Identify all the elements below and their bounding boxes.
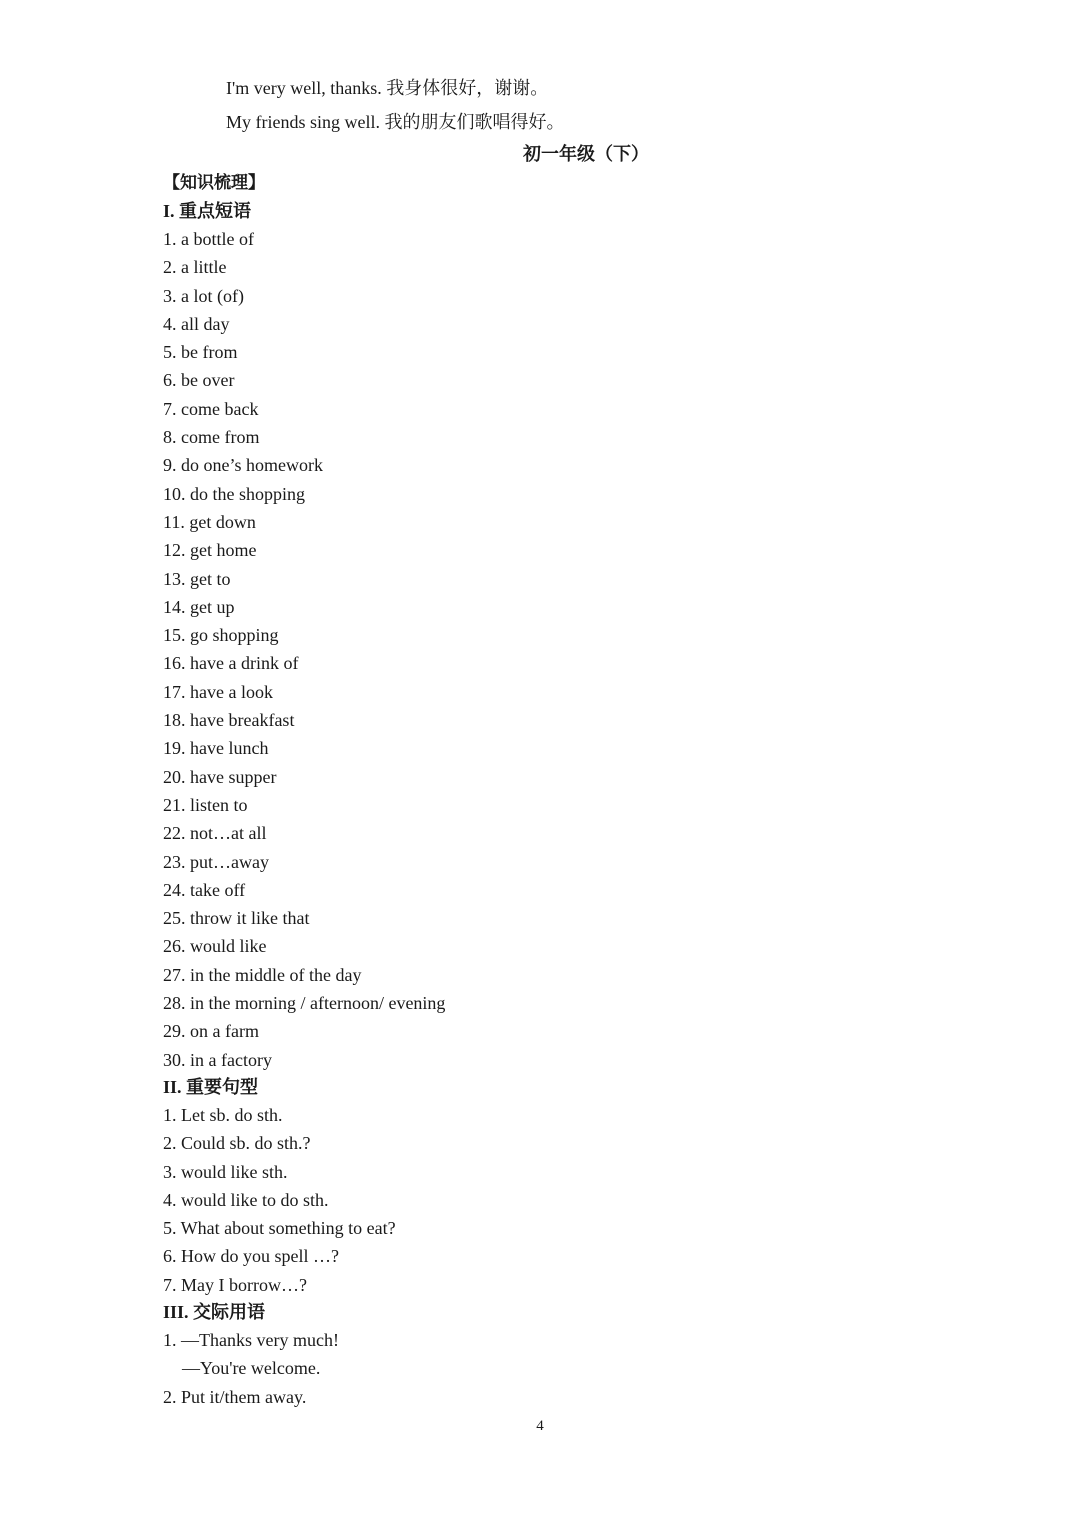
list-item: 27. in the middle of the day bbox=[163, 964, 362, 985]
list-item: 5. be from bbox=[163, 342, 238, 363]
list-item: 2. Put it/them away. bbox=[163, 1386, 307, 1407]
list-item: 15. go shopping bbox=[163, 625, 279, 646]
list-item: 11. get down bbox=[163, 511, 256, 532]
list-item: 20. have supper bbox=[163, 766, 277, 787]
list-item: —You're welcome. bbox=[182, 1358, 321, 1379]
list-item: 22. not…at all bbox=[163, 823, 267, 844]
phrase-list bbox=[163, 225, 445, 1074]
list-item: 26. would like bbox=[163, 936, 267, 957]
intro-example-2: My friends sing well. 我的朋友们歌唱得好。 bbox=[226, 112, 565, 132]
list-item: 17. have a look bbox=[163, 681, 273, 702]
intro-example-1: I'm very well, thanks. 我身体很好，谢谢。 bbox=[226, 78, 549, 98]
content-body bbox=[163, 198, 445, 1411]
list-item: 3. would like sth. bbox=[163, 1161, 288, 1182]
list-item: 7. come back bbox=[163, 398, 259, 419]
list-item: 18. have breakfast bbox=[163, 710, 295, 731]
list-item: 8. come from bbox=[163, 427, 260, 448]
list-item: 3. a lot (of) bbox=[163, 285, 244, 306]
list-item: 5. What about something to eat? bbox=[163, 1218, 396, 1239]
list-item: 12. get home bbox=[163, 540, 257, 561]
sentence-pattern-list bbox=[163, 1101, 445, 1299]
list-item: 2. a little bbox=[163, 257, 227, 278]
list-item: 29. on a farm bbox=[163, 1021, 259, 1042]
list-item: 1. Let sb. do sth. bbox=[163, 1104, 283, 1125]
list-item: 14. get up bbox=[163, 596, 235, 617]
list-item: 9. do one’s homework bbox=[163, 455, 323, 476]
list-item: 4. would like to do sth. bbox=[163, 1189, 329, 1210]
list-item: 13. get to bbox=[163, 568, 231, 589]
knowledge-heading: 【知识梳理】 bbox=[163, 173, 265, 192]
list-item: 10. do the shopping bbox=[163, 483, 305, 504]
list-item: 30. in a factory bbox=[163, 1049, 272, 1070]
page-number: 4 bbox=[536, 1418, 544, 1434]
list-item: 24. take off bbox=[163, 879, 246, 900]
list-item: 1. —Thanks very much! bbox=[163, 1329, 339, 1350]
section-heading: III. 交际用语 bbox=[163, 1301, 266, 1322]
list-item: 2. Could sb. do sth.? bbox=[163, 1133, 311, 1154]
section-heading: I. 重点短语 bbox=[163, 201, 252, 221]
list-item: 6. be over bbox=[163, 370, 235, 391]
list-item: 28. in the morning / afternoon/ evening bbox=[163, 993, 446, 1014]
list-item: 23. put…away bbox=[163, 851, 269, 872]
list-item: 7. May I borrow…? bbox=[163, 1274, 307, 1295]
list-item: 19. have lunch bbox=[163, 738, 269, 759]
section-heading: II. 重要句型 bbox=[163, 1076, 259, 1097]
list-item: 6. How do you spell …? bbox=[163, 1246, 339, 1267]
list-item: 4. all day bbox=[163, 313, 230, 334]
list-item: 25. throw it like that bbox=[163, 908, 310, 929]
list-item: 21. listen to bbox=[163, 794, 248, 815]
list-item: 1. a bottle of bbox=[163, 229, 254, 249]
grade-title: 初一年级（下） bbox=[523, 144, 649, 164]
expression-list bbox=[163, 1326, 445, 1411]
list-item: 16. have a drink of bbox=[163, 653, 299, 674]
